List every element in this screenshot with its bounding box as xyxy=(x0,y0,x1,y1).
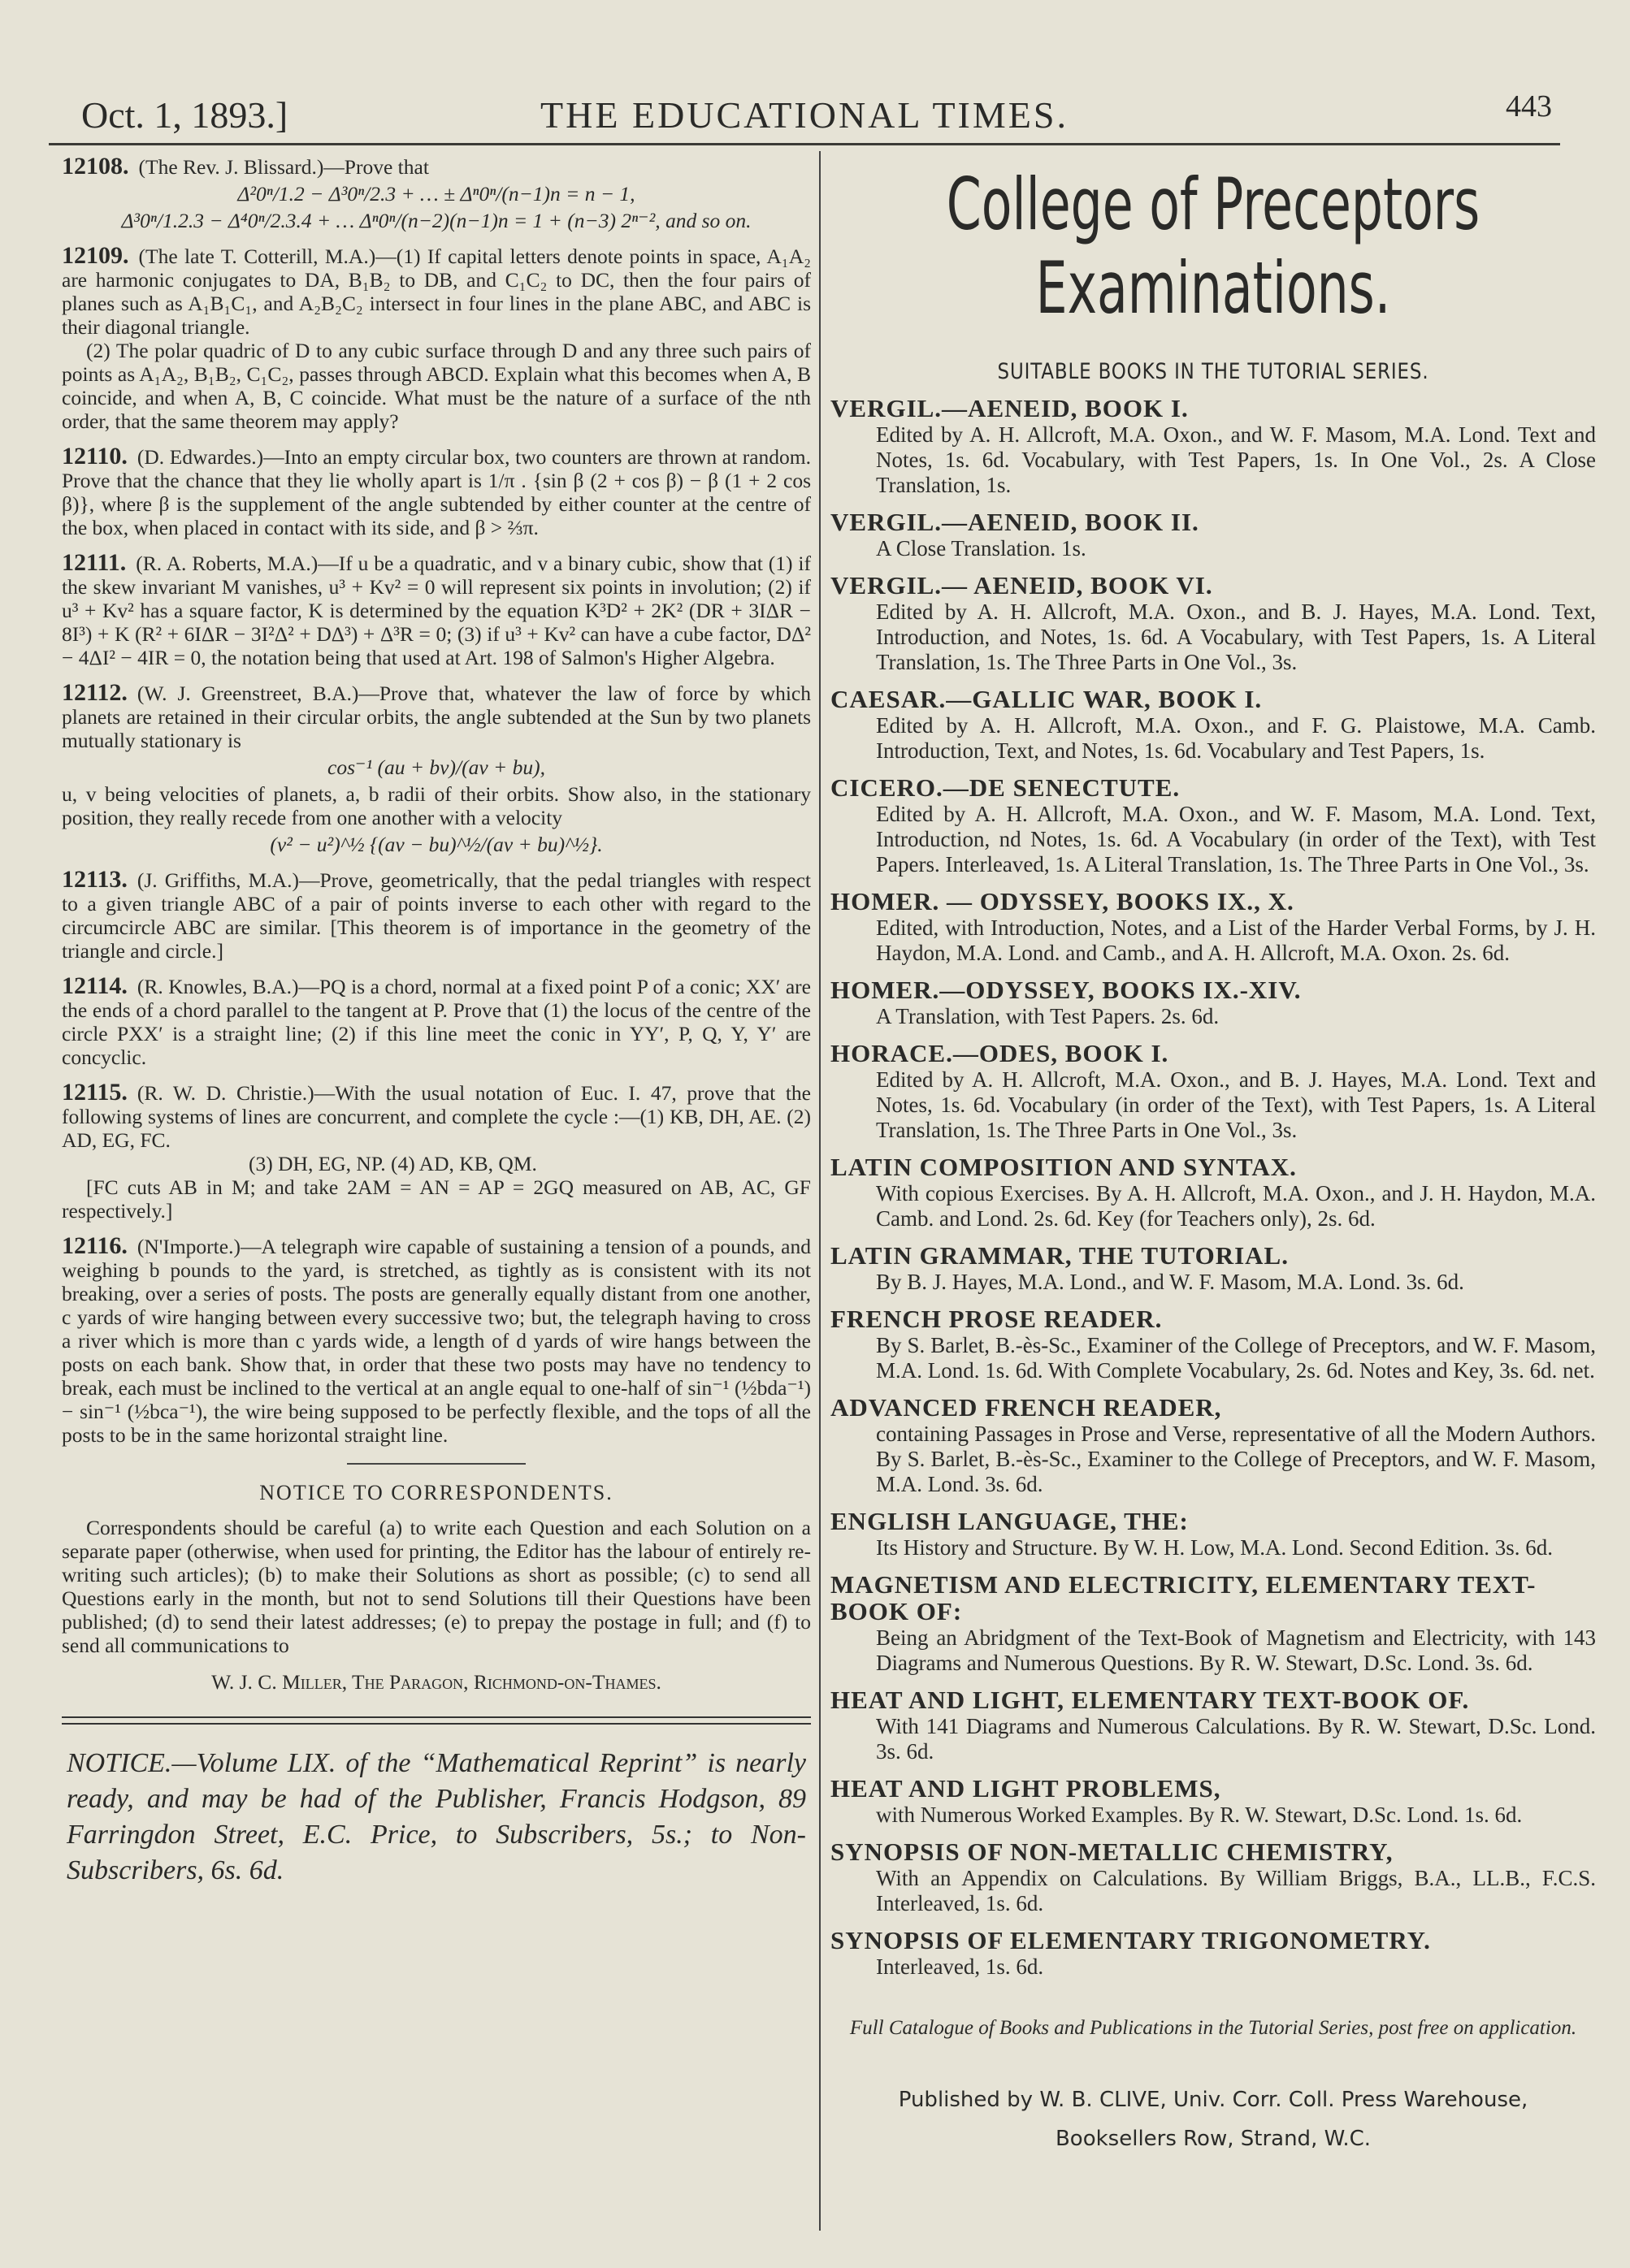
question-text: (D. Edwardes.)—Into an empty circular box, two counters are thrown at random. Prove that the chance that they lie wholly apart is 1/π . {sin β (2 + cos β) − β (1 + 2 cos β)}, where β is the supplement of the angle subtended by either counter at the centre of the box, when placed in contact with its side, and β > ⅔π. xyxy=(62,445,811,539)
question-text: (W. J. Greenstreet, B.A.)—Prove that, whatever the law of force by which planets are retained in their circular orbits, the angle subtended at the Sun by two planets mutually stationary is xyxy=(62,682,811,752)
book-description: With copious Exercises. By A. H. Allcroft, M.A. Oxon., and J. H. Haydon, M.A. Camb. and Lond. 2s. 6d. Key (for Teachers only), 2s. 6d. xyxy=(876,1181,1596,1231)
question-text: (N'Importe.)—A telegraph wire capable of sustaining a tension of a pounds, and weighing b pounds to the yard, is stretched, as tightly as is consistent with its not breaking, over a series of posts. The posts are generally equally distant from one another, c yards of wire hanging between every successive two; but, the telegraph having to cross a river which is more than c yards wide, a length of d yards of wire hangs between the posts on each bank. Show that, in order that these two posts may have no tendency to break, each must be inclined to the vertical at an angle equal to one-half of sin⁻¹ (½bda⁻¹) − sin⁻¹ (½bca⁻¹), the wire being supposed to be perfectly flexible, and the tops of all the posts to be in the same horizontal straight line. xyxy=(62,1235,811,1447)
question-12109 xyxy=(62,244,811,433)
question-number: 12112. xyxy=(62,679,128,706)
question-text: (R. A. Roberts, M.A.)—If u be a quadratic, and v a binary cubic, show that (1) if the skew invariant M vanishes, u³ + Kv² = 0 will represent six points in involution; (2) if u³ + Kv² has a square factor, K is determined by the equation K³D² + 2K² (DR + 3IΔR − 8I³) + K (R² + 6IΔR − 3I²Δ² + DΔ³) + Δ³R = 0; (3) if u³ + Kv² can have a cube factor, DΔ² − 4ΔI² − 4IR = 0, the notation being that used at Art. 198 of Salmon's Higher Algebra. xyxy=(62,552,811,669)
page-header xyxy=(49,85,1560,142)
book-description: A Translation, with Test Papers. 2s. 6d. xyxy=(876,1004,1220,1028)
question-number: 12116. xyxy=(62,1232,128,1259)
right-column xyxy=(830,154,1596,2158)
book-entry xyxy=(830,889,1596,966)
book-title: VERGIL.— AENEID, BOOK VI. xyxy=(830,571,1213,599)
book-title: HEAT AND LIGHT PROBLEMS, xyxy=(830,1774,1221,1803)
book-description: With 141 Diagrams and Numerous Calculations. By R. W. Stewart, D.Sc. Lond. 3s. 6d. xyxy=(876,1714,1596,1764)
book-entry xyxy=(830,1928,1596,1980)
column-divider xyxy=(819,151,821,2231)
notice-title: NOTICE TO CORRESPONDENTS. xyxy=(259,1481,613,1504)
book-entry xyxy=(830,1243,1596,1295)
book-entry xyxy=(830,1395,1596,1497)
book-entry xyxy=(830,1306,1596,1383)
catalog-note: Full Catalogue of Books and Publications in the Tutorial Series, post free on application. xyxy=(849,2017,1577,2039)
book-title: CICERO.—DE SENECTUTE. xyxy=(830,773,1181,802)
question-number: 12110. xyxy=(62,443,128,470)
reprint-notice: NOTICE.—Volume LIX. of the “Mathematical Reprint” is nearly ready, and may be had of the Publisher, Francis Hodgson, 89 Farringdon Street, E.C. Price, to Subscribers, 5s.; to Non-Subscribers, 6s. 6d. xyxy=(67,1748,806,1885)
question-12112 xyxy=(62,681,811,856)
question-text: (R. W. D. Christie.)—With the usual notation of Euc. I. 47, prove that the following systems of lines are concurrent, and complete the cycle :—(1) KB, DH, AE. (2) AD, EG, FC. xyxy=(62,1081,811,1152)
advert-subtitle: SUITABLE BOOKS IN THE TUTORIAL SERIES. xyxy=(997,359,1429,384)
book-description: By S. Barlet, B.-ès-Sc., Examiner of the College of Preceptors, and W. F. Masom, M.A. Lond. 1s. 6d. With Complete Vocabulary, 2s. 6d. Notes and Key, 3s. 6d. net. xyxy=(876,1333,1596,1383)
book-title: HORACE.—ODES, BOOK I. xyxy=(830,1039,1169,1067)
book-title: SYNOPSIS OF NON-METALLIC CHEMISTRY, xyxy=(830,1837,1394,1866)
question-12113 xyxy=(62,868,811,963)
header-date: Oct. 1, 1893.] xyxy=(81,94,288,136)
book-entry xyxy=(830,1508,1596,1560)
book-entry xyxy=(830,1041,1596,1143)
book-title: LATIN COMPOSITION AND SYNTAX. xyxy=(830,1153,1297,1181)
book-entry xyxy=(830,977,1596,1029)
equation-line: cos⁻¹ (au + bv)/(av + bu), xyxy=(327,755,545,779)
question-text: (The late T. Cotterill, M.A.)—(1) If capital letters denote points in space, A₁A₂ are harmonic conjugates to DA, B₁B₂ to DB, and C₁C₂ to DC, then the four pairs of planes such as A₁B₁C₁, and A₂B₂C₂ intersect in four lines in the plane ABC, and ABC is their diagonal triangle. xyxy=(62,245,811,339)
book-description: By B. J. Hayes, M.A. Lond., and W. F. Masom, M.A. Lond. 3s. 6d. xyxy=(876,1270,1464,1294)
book-description: with Numerous Worked Examples. By R. W. Stewart, D.Sc. Lond. 1s. 6d. xyxy=(876,1803,1523,1827)
header-title: THE EDUCATIONAL TIMES. xyxy=(540,94,1069,136)
question-12115 xyxy=(62,1080,811,1223)
advert-title: College of Preceptors Examinations. xyxy=(946,162,1480,330)
book-title: MAGNETISM AND ELECTRICITY, ELEMENTARY TEXT-BOOK OF: xyxy=(830,1570,1537,1625)
question-12108 xyxy=(62,154,811,232)
question-12114 xyxy=(62,974,811,1069)
book-title: VERGIL.—AENEID, BOOK I. xyxy=(830,394,1189,422)
section-divider xyxy=(347,1463,526,1465)
book-title: LATIN GRAMMAR, THE TUTORIAL. xyxy=(830,1241,1289,1270)
notice-body: Correspondents should be careful (a) to write each Question and each Solution on a separate paper (otherwise, when used for printing, the Editor has the labour of entirely re-writing such articles); (b) to make their Solutions as short as possible; (c) to send all Questions early in the month, but not to send Solutions till their Questions have been published; (d) to send their latest addresses; (e) to prepay the postage in full; and (f) to send all communications to xyxy=(62,1516,811,1657)
question-number: 12113. xyxy=(62,866,128,893)
question-12110 xyxy=(62,444,811,539)
book-entry xyxy=(830,1687,1596,1764)
question-number: 12114. xyxy=(62,972,128,999)
question-text: u, v being velocities of planets, a, b radii of their orbits. Show also, in the stationary position, they really recede from one another with a velocity xyxy=(62,782,811,829)
question-12116 xyxy=(62,1234,811,1447)
book-description: Edited by A. H. Allcroft, M.A. Oxon., and W. F. Masom, M.A. Lond. Text and Notes, 1s. 6d. Vocabulary, with Test Papers, 1s. In One Vol., 2s. A Close Translation, 1s. xyxy=(876,422,1596,497)
book-title: HOMER. — ODYSSEY, BOOKS IX., X. xyxy=(830,887,1294,915)
book-title: ENGLISH LANGUAGE, THE: xyxy=(830,1507,1189,1535)
book-description: containing Passages in Prose and Verse, representative of all the Modern Authors. By S. Barlet, B.-ès-Sc., Examiner to the College of Preceptors, and W. F. Masom, M.A. Lond. 3s. 6d. xyxy=(876,1422,1596,1496)
book-title: CAESAR.—GALLIC WAR, BOOK I. xyxy=(830,685,1263,713)
book-title: HEAT AND LIGHT, ELEMENTARY TEXT-BOOK OF. xyxy=(830,1686,1470,1714)
publisher-line: Published by W. B. CLIVE, Univ. Corr. Coll. Press Warehouse, xyxy=(898,2088,1528,2112)
book-description: Its History and Structure. By W. H. Low, M.A. Lond. Second Edition. 3s. 6d. xyxy=(876,1535,1553,1560)
book-entry xyxy=(830,396,1596,498)
notice-signature: W. J. C. Miller, The Paragon, Richmond-on-Thames. xyxy=(211,1670,661,1694)
book-description: Edited, with Introduction, Notes, and a List of the Harder Verbal Forms, by J. H. Haydon, M.A. Lond. and Camb., and A. H. Allcroft, M.A. Oxon. 2s. 6d. xyxy=(876,915,1596,965)
book-description: Edited by A. H. Allcroft, M.A. Oxon., and F. G. Plaistowe, M.A. Camb. Introduction, Text, and Notes, 1s. 6d. Vocabulary and Test Papers, 1s. xyxy=(876,713,1596,763)
question-number: 12115. xyxy=(62,1079,128,1106)
equation-line: Δ²0ⁿ/1.2 − Δ³0ⁿ/2.3 + … ± Δⁿ0ⁿ/(n−1)n = n − 1, xyxy=(237,182,635,206)
book-description: With an Appendix on Calculations. By William Briggs, B.A., LL.B., F.C.S. Interleaved, 1s. 6d. xyxy=(876,1866,1596,1915)
book-title: VERGIL.—AENEID, BOOK II. xyxy=(830,508,1199,536)
question-text: [FC cuts AB in M; and take 2AM = AN = AP = 2GQ measured on AB, AC, GF respectively.] xyxy=(62,1175,811,1223)
question-12111 xyxy=(62,551,811,669)
question-number: 12111. xyxy=(62,549,127,576)
book-description: Interleaved, 1s. 6d. xyxy=(876,1954,1044,1979)
book-description: Edited by A. H. Allcroft, M.A. Oxon., and W. F. Masom, M.A. Lond. Text, Introduction, nd Notes, 1s. 6d. A Vocabulary (in order of the Text), with Test Papers. Interleaved, 1s. A Literal Translation, 1s. The Three Parts in One Vol., 3s. xyxy=(876,802,1596,876)
book-entry xyxy=(830,509,1596,561)
publisher-line: Booksellers Row, Strand, W.C. xyxy=(1055,2127,1372,2151)
book-entry xyxy=(830,1154,1596,1231)
question-text: (J. Griffiths, M.A.)—Prove, geometrically, that the pedal triangles with respect to a given triangle ABC of a pair of points inverse to each other with regard to the circumcircle ABC are similar. [This theorem is of importance in the geometry of the triangle and circle.] xyxy=(62,868,811,963)
book-description: Edited by A. H. Allcroft, M.A. Oxon., and B. J. Hayes, M.A. Lond. Text, Introduction, and Notes, 1s. 6d. A Vocabulary, with Test Papers, 1s. A Literal Translation, 1s. The Three Parts in One Vol., 3s. xyxy=(876,599,1596,674)
equation-line: (v² − u²)^½ {(av − bu)^½/(av + bu)^½}. xyxy=(270,833,603,856)
book-entry xyxy=(830,1572,1596,1676)
question-number: 12108. xyxy=(62,153,129,180)
double-rule xyxy=(62,1716,811,1725)
book-description: Being an Abridgment of the Text-Book of Magnetism and Electricity, with 143 Diagrams and Numerous Questions. By R. W. Stewart, D.Sc. Lond. 3s. 6d. xyxy=(876,1625,1596,1675)
question-text: (2) The polar quadric of D to any cubic surface through D and any three such pairs of points as A₁A₂, B₁B₂, C₁C₂, passes through ABCD. Explain what this becomes when A, B coincide, and when A, B, C coincide. What must be the nature of a surface of the nth order, that the same theorem may apply? xyxy=(62,339,811,433)
question-text: (The Rev. J. Blissard.)—Prove that xyxy=(138,155,429,179)
question-text: (3) DH, EG, NP. (4) AD, KB, QM. xyxy=(249,1152,537,1175)
book-list xyxy=(830,396,1596,1980)
book-entry xyxy=(830,686,1596,764)
book-entry xyxy=(830,775,1596,877)
publisher-imprint xyxy=(830,2080,1596,2158)
book-title: ADVANCED FRENCH READER, xyxy=(830,1393,1222,1422)
notice-to-correspondents xyxy=(62,1481,811,1694)
left-column xyxy=(62,154,811,1889)
question-number: 12109. xyxy=(62,242,129,269)
book-title: FRENCH PROSE READER. xyxy=(830,1305,1163,1333)
book-description: A Close Translation. 1s. xyxy=(876,536,1086,561)
book-title: SYNOPSIS OF ELEMENTARY TRIGONOMETRY. xyxy=(830,1926,1431,1954)
book-title: HOMER.—ODYSSEY, BOOKS IX.-XIV. xyxy=(830,976,1302,1004)
book-description: Edited by A. H. Allcroft, M.A. Oxon., and B. J. Hayes, M.A. Lond. Text and Notes, 1s. 6d. Vocabulary (in order of the Text), with Test Papers, 1s. A Literal Translation, 1s. The Three Parts in One Vol., 3s. xyxy=(876,1067,1596,1142)
book-entry xyxy=(830,1839,1596,1916)
equation-line: Δ³0ⁿ/1.2.3 − Δ⁴0ⁿ/2.3.4 + … Δⁿ0ⁿ/(n−2)(n−1)n = 1 + (n−3) 2ⁿ⁻², and so on. xyxy=(121,209,752,232)
book-entry xyxy=(830,1776,1596,1828)
header-rule xyxy=(49,143,1560,145)
question-text: (R. Knowles, B.A.)—PQ is a chord, normal at a fixed point P of a conic; XX′ are the ends of a chord parallel to the tangent at P. Prove that (1) the locus of the centre of the circle PXX′ is a straight line; (2) if this line meet the conic in YY′, P, Q, Y, Y′ are concyclic. xyxy=(62,975,811,1069)
page-number: 443 xyxy=(1506,89,1552,123)
book-entry xyxy=(830,573,1596,675)
